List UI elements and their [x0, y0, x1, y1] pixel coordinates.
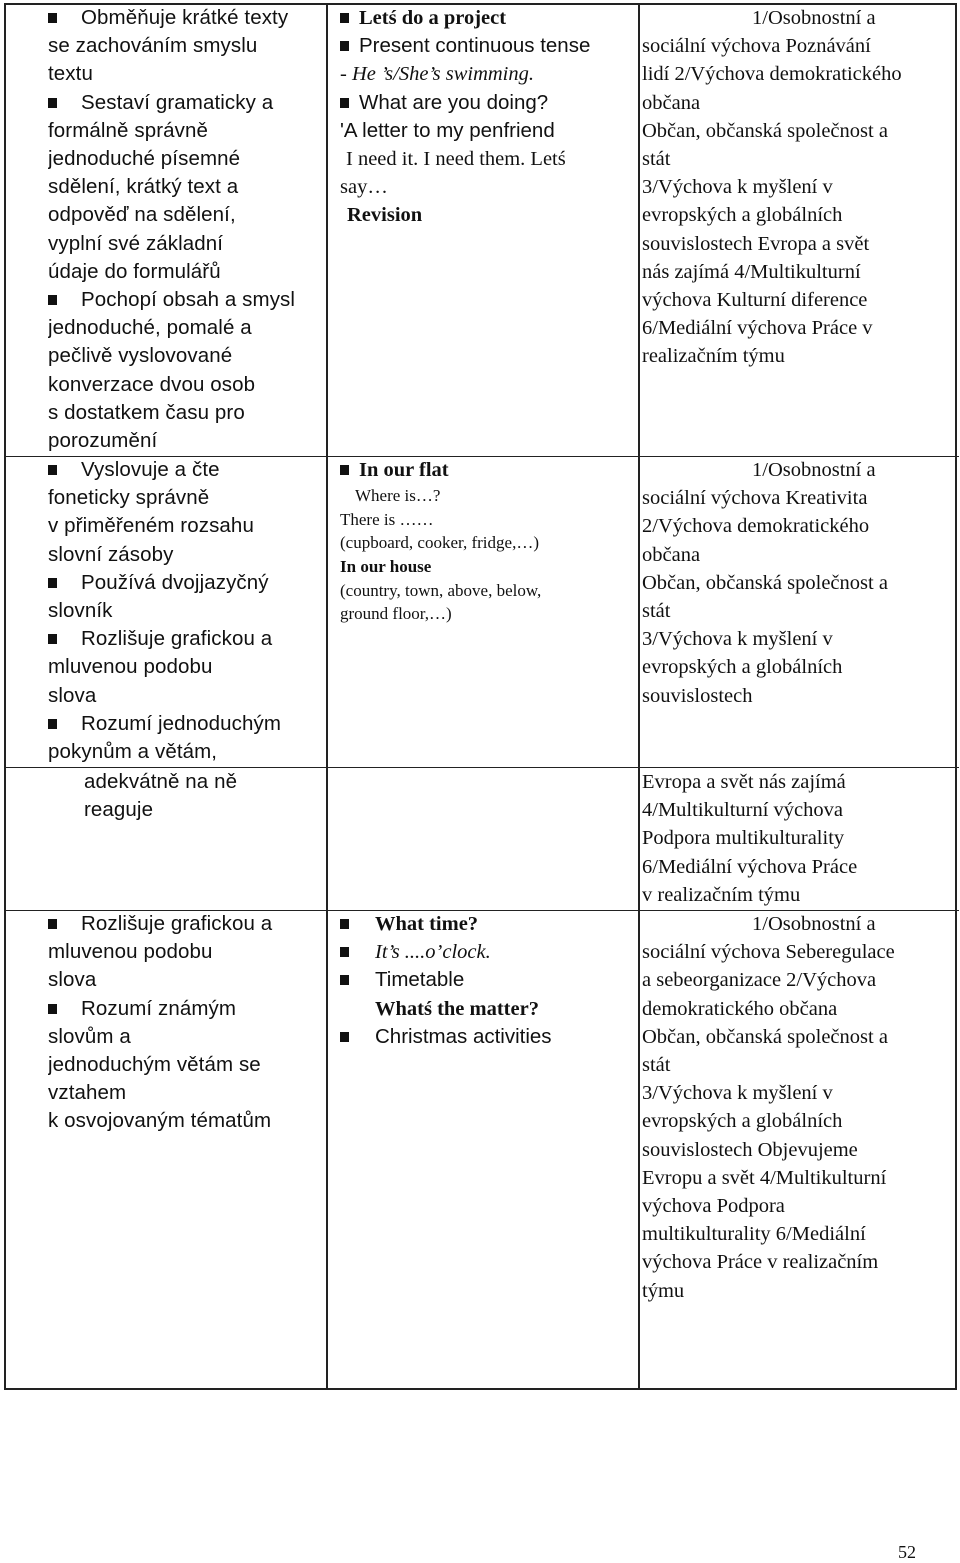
theme-line: 1/Osobnostní a [752, 7, 876, 29]
theme-line: 4/Multikulturní výchova [642, 799, 843, 822]
topic-line: (cupboard, cooker, fridge,…) [340, 533, 539, 553]
theme-line: 6/Mediální výchova Práce [642, 855, 858, 878]
bullet-icon [340, 465, 349, 475]
theme-line: Občan, občanská společnost a [642, 119, 888, 142]
theme-line: lidí 2/Výchova demokratického [642, 63, 902, 86]
topic-line: It’s ....o’clock. [375, 941, 491, 964]
outcome-line: vztahem [48, 1081, 127, 1105]
theme-line: evropských a globálních [642, 656, 843, 679]
theme-line: Evropa a svět nás zajímá [642, 771, 846, 793]
column-divider-2 [638, 5, 640, 1388]
crosscurricular-cell-3 [642, 768, 954, 909]
topic-heading: Letś do a project [359, 7, 507, 29]
bullet-icon [48, 919, 57, 929]
theme-line: 2/Výchova demokratického [642, 515, 870, 538]
crosscurricular-cell-4 [642, 910, 954, 1305]
outcome-line: formálně správně [48, 118, 208, 142]
page-number: 52 [898, 1542, 916, 1562]
theme-line: výchova Práce v realizačním [642, 1251, 879, 1274]
bullet-icon [340, 1032, 349, 1042]
outcome-line: jednoduché, pomalé a [48, 316, 252, 340]
theme-line: sociální výchova Poznávání [642, 35, 871, 58]
topic-heading: Revision [347, 204, 423, 227]
topic-heading: In our flat [359, 459, 449, 481]
theme-line: Občan, občanská společnost a [642, 1025, 888, 1048]
theme-line: demokratického občana [642, 997, 838, 1020]
theme-line: 3/Výchova k myšlení v [642, 628, 833, 651]
topic-heading: In our house [340, 556, 432, 576]
bullet-icon [340, 975, 349, 985]
outcome-line: údaje do formulářů [48, 259, 221, 283]
theme-line: Občan, občanská společnost a [642, 571, 888, 594]
outcome-line: odpověď na sdělení, [48, 203, 236, 227]
topic-line: Present continuous tense [359, 34, 591, 58]
outcome-line: konverzace dvou osob [48, 372, 256, 396]
crosscurricular-cell-1 [642, 4, 954, 371]
theme-line: týmu [642, 1279, 685, 1302]
outcome-line: Rozumí známým [81, 996, 237, 1020]
theme-line: sociální výchova Kreativita [642, 487, 868, 510]
outcome-line: porozumění [48, 429, 158, 453]
theme-line: Podpora multikulturality [642, 827, 845, 850]
topic-line: - He ’s/She’s swimming. [340, 63, 534, 86]
theme-line: souvislostech Evropa a svět [642, 232, 870, 255]
bullet-icon [48, 719, 57, 729]
outcome-line: vyplní své základní [48, 231, 224, 255]
outcome-line: foneticky správně [48, 486, 210, 510]
theme-line: evropských a globálních [642, 1110, 843, 1133]
bullet-icon [48, 295, 57, 305]
topic-line: Where is…? [355, 486, 441, 506]
outcome-line: pokynům a větám, [48, 740, 218, 764]
outcome-line: reaguje [84, 798, 154, 822]
theme-line: stát [642, 1054, 671, 1077]
topic-heading: What time? [375, 913, 479, 935]
outcome-line: Sestaví gramaticky a [81, 90, 274, 114]
outcome-line: se zachováním smyslu [48, 34, 258, 58]
theme-line: stát [642, 148, 671, 171]
outcome-line: slovník [48, 599, 113, 623]
outcome-line: sdělení, krátký text a [48, 175, 239, 199]
topic-line: 'A letter to my penfriend [340, 118, 555, 142]
topic-line: What are you doing? [359, 90, 549, 114]
theme-line: 1/Osobnostní a [752, 913, 876, 935]
bullet-icon [340, 919, 349, 929]
theme-line: výchova Podpora [642, 1195, 785, 1218]
outcome-line: mluvenou podobu [48, 655, 213, 679]
outcome-line: slova [48, 968, 97, 992]
outcome-line: k osvojovaným tématům [48, 1109, 272, 1133]
bullet-icon [48, 13, 57, 23]
bullet-icon [48, 465, 57, 475]
outcome-line: textu [48, 62, 93, 86]
theme-line: v realizačním týmu [642, 883, 801, 906]
theme-line: 6/Mediální výchova Práce v [642, 317, 873, 340]
bullet-icon [340, 13, 349, 23]
bullet-icon [48, 98, 57, 108]
topic-line: I need it. I need them. Letś [346, 148, 566, 171]
crosscurricular-cell-2 [642, 456, 954, 710]
theme-line: multikulturality 6/Mediální [642, 1223, 866, 1246]
topic-line: There is …… [340, 509, 434, 529]
outcomes-cell-4 [48, 910, 326, 1136]
outcome-line: Pochopí obsah a smysl [81, 288, 296, 312]
topic-line: Christmas activities [375, 1024, 552, 1048]
outcome-line: slovům a [48, 1024, 131, 1048]
theme-line: realizačním týmu [642, 345, 785, 368]
outcome-line: jednoduché písemné [48, 147, 241, 171]
bullet-icon [48, 578, 57, 588]
theme-line: evropských a globálních [642, 204, 843, 227]
topic-line: ground floor,…) [340, 604, 452, 624]
topic-line: (country, town, above, below, [340, 580, 542, 600]
outcome-line: Rozumí jednoduchým [81, 711, 282, 735]
outcome-line: v přiměřeném rozsahu [48, 514, 254, 538]
theme-line: 3/Výchova k myšlení v [642, 1082, 833, 1105]
bullet-icon [48, 1004, 57, 1014]
outcome-line: Rozlišuje grafickou a [81, 627, 273, 651]
outcome-line: jednoduchým větám se [48, 1053, 261, 1077]
outcome-line: slovní zásoby [48, 542, 174, 566]
topic-heading: Whatś the matter? [375, 997, 539, 1020]
theme-line: občana [642, 91, 701, 114]
topics-cell-4 [340, 910, 632, 1051]
theme-line: souvislostech [642, 684, 753, 707]
bullet-icon [48, 634, 57, 644]
outcome-line: Vyslovuje a čte [81, 458, 220, 481]
theme-line: 1/Osobnostní a [752, 459, 876, 481]
theme-line: a sebeorganizace 2/Výchova [642, 969, 877, 992]
outcome-line: slova [48, 683, 97, 707]
theme-line: výchova Kulturní diference [642, 289, 868, 312]
theme-line: stát [642, 600, 671, 623]
bullet-icon [340, 947, 349, 957]
outcome-line: Používá dvojjazyčný [81, 570, 269, 594]
topic-line: say… [340, 176, 388, 199]
bullet-icon [340, 41, 349, 51]
outcome-line: mluvenou podobu [48, 940, 213, 964]
theme-line: 3/Výchova k myšlení v [642, 176, 833, 199]
outcome-line: s dostatkem času pro [48, 400, 245, 424]
topic-line: Timetable [375, 968, 465, 992]
bullet-icon [340, 98, 349, 108]
outcomes-cell-1 [48, 4, 326, 455]
outcomes-cell-2 [48, 456, 326, 825]
column-divider-1 [326, 5, 328, 1388]
outcome-line: pečlivě vyslovované [48, 344, 233, 368]
outcome-line: adekvátně na ně [84, 770, 238, 794]
outcome-line: Obměňuje krátké texty [81, 6, 289, 29]
outcome-line: Rozlišuje grafickou a [81, 912, 273, 935]
theme-line: souvislostech Objevujeme [642, 1138, 858, 1161]
theme-line: sociální výchova Seberegulace [642, 941, 895, 964]
theme-line: Evropu a svět 4/Multikulturní [642, 1166, 887, 1189]
theme-line: občana [642, 543, 701, 566]
topics-cell-1 [340, 4, 632, 230]
topics-cell-2 [340, 456, 632, 626]
theme-line: nás zajímá 4/Multikulturní [642, 260, 861, 283]
